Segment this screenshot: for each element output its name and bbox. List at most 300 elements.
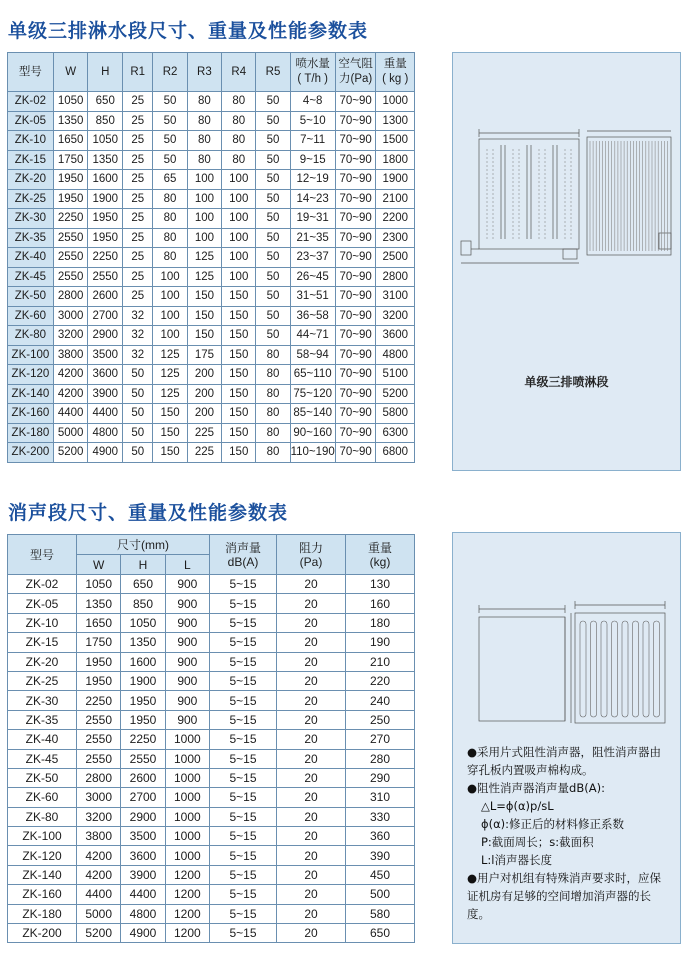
- value-cell: 1900: [121, 671, 165, 690]
- value-cell: 125: [187, 248, 221, 268]
- value-cell: 5200: [77, 924, 121, 943]
- value-cell: 150: [187, 326, 221, 346]
- model-cell: ZK-100: [8, 345, 54, 365]
- value-cell: 50: [123, 384, 153, 404]
- value-cell: 5~15: [210, 807, 277, 826]
- model-cell: ZK-35: [8, 228, 54, 248]
- value-cell: 280: [346, 749, 415, 768]
- model-cell: ZK-140: [8, 865, 77, 884]
- value-cell: 20: [277, 652, 346, 671]
- value-cell: 4900: [88, 443, 123, 463]
- value-cell: 65~110: [290, 365, 335, 385]
- value-cell: 1200: [165, 885, 209, 904]
- value-cell: 5~15: [210, 730, 277, 749]
- table-row: [8, 131, 415, 151]
- header-cell: 重量 ( kg ): [376, 53, 415, 92]
- value-cell: 2550: [77, 710, 121, 729]
- value-cell: 150: [222, 287, 256, 307]
- value-cell: 1000: [376, 92, 415, 112]
- value-cell: 1000: [165, 749, 209, 768]
- value-cell: 44~71: [290, 326, 335, 346]
- note-formula: △L=ϕ(α)p/sL: [481, 799, 554, 813]
- value-cell: 2500: [376, 248, 415, 268]
- model-cell: ZK-10: [8, 131, 54, 151]
- table-row: [8, 404, 415, 424]
- model-cell: ZK-160: [8, 404, 54, 424]
- value-cell: 5~15: [210, 575, 277, 594]
- table-row: [8, 749, 415, 768]
- value-cell: 25: [123, 189, 153, 209]
- value-cell: 80: [222, 131, 256, 151]
- value-cell: 20: [277, 710, 346, 729]
- value-cell: 4200: [53, 384, 88, 404]
- value-cell: 70~90: [335, 306, 376, 326]
- value-cell: 1950: [53, 170, 88, 190]
- table-row: [8, 92, 415, 112]
- value-cell: 50: [256, 189, 290, 209]
- table-row: [8, 613, 415, 632]
- silencer-section-title: 消声段尺寸、重量及性能参数表: [8, 502, 289, 524]
- value-cell: 1950: [121, 691, 165, 710]
- value-cell: 1950: [121, 710, 165, 729]
- table-row: [8, 423, 415, 443]
- value-cell: 3500: [88, 345, 123, 365]
- value-cell: 25: [123, 209, 153, 229]
- value-cell: 900: [165, 691, 209, 710]
- value-cell: 4200: [53, 365, 88, 385]
- header-model: 型号: [8, 535, 77, 575]
- value-cell: 3800: [77, 827, 121, 846]
- value-cell: 850: [121, 594, 165, 613]
- value-cell: 65: [153, 170, 187, 190]
- silencer-baffle: [633, 621, 639, 717]
- value-cell: 70~90: [335, 326, 376, 346]
- value-cell: 5200: [53, 443, 88, 463]
- value-cell: 20: [277, 768, 346, 787]
- value-cell: 4400: [53, 404, 88, 424]
- value-cell: 50: [256, 131, 290, 151]
- table-row: [8, 326, 415, 346]
- value-cell: 4900: [121, 924, 165, 943]
- model-cell: ZK-120: [8, 846, 77, 865]
- value-cell: 85~140: [290, 404, 335, 424]
- value-cell: 1350: [77, 594, 121, 613]
- value-cell: 3200: [53, 326, 88, 346]
- silencer-baffle: [643, 621, 649, 717]
- value-cell: 80: [153, 248, 187, 268]
- header-cell: H: [88, 53, 123, 92]
- model-cell: ZK-180: [8, 904, 77, 923]
- value-cell: 70~90: [335, 287, 376, 307]
- value-cell: 1200: [165, 865, 209, 884]
- value-cell: 1050: [88, 131, 123, 151]
- table-row: [8, 365, 415, 385]
- note-item: ϕ(α):修正后的材料修正系数: [481, 817, 625, 831]
- model-cell: ZK-35: [8, 710, 77, 729]
- model-cell: ZK-20: [8, 170, 54, 190]
- model-cell: ZK-200: [8, 443, 54, 463]
- silencer-baffle: [591, 621, 597, 717]
- header-cell: W: [77, 555, 121, 575]
- value-cell: 25: [123, 228, 153, 248]
- table-row: [8, 209, 415, 229]
- value-cell: 1950: [77, 652, 121, 671]
- value-cell: 100: [153, 267, 187, 287]
- table-row: [8, 924, 415, 943]
- value-cell: 1600: [121, 652, 165, 671]
- value-cell: 2550: [53, 267, 88, 287]
- value-cell: 4200: [77, 846, 121, 865]
- model-cell: ZK-15: [8, 633, 77, 652]
- value-cell: 150: [222, 384, 256, 404]
- value-cell: 100: [222, 209, 256, 229]
- table-row: [8, 189, 415, 209]
- value-cell: 3600: [121, 846, 165, 865]
- value-cell: 70~90: [335, 365, 376, 385]
- table-row: [8, 904, 415, 923]
- value-cell: 150: [153, 423, 187, 443]
- model-cell: ZK-30: [8, 209, 54, 229]
- table-row: [8, 150, 415, 170]
- value-cell: 150: [187, 287, 221, 307]
- value-cell: 80: [187, 111, 221, 131]
- silencer-notes: [467, 743, 672, 923]
- value-cell: 2250: [121, 730, 165, 749]
- header-cell: R1: [123, 53, 153, 92]
- value-cell: 2800: [53, 287, 88, 307]
- value-cell: 3900: [88, 384, 123, 404]
- table-row: [8, 228, 415, 248]
- spray-section-figure-caption: 单级三排喷淋段: [524, 375, 609, 389]
- value-cell: 1950: [88, 228, 123, 248]
- value-cell: 50: [153, 150, 187, 170]
- value-cell: 32: [123, 345, 153, 365]
- value-cell: 32: [123, 326, 153, 346]
- value-cell: 100: [222, 267, 256, 287]
- value-cell: 70~90: [335, 209, 376, 229]
- model-cell: ZK-05: [8, 594, 77, 613]
- spray-section-figure-panel: [452, 52, 681, 471]
- value-cell: 50: [256, 209, 290, 229]
- model-cell: ZK-60: [8, 788, 77, 807]
- value-cell: 150: [187, 306, 221, 326]
- value-cell: 20: [277, 730, 346, 749]
- value-cell: 650: [88, 92, 123, 112]
- model-cell: ZK-05: [8, 111, 54, 131]
- value-cell: 5~15: [210, 633, 277, 652]
- value-cell: 2100: [376, 189, 415, 209]
- value-cell: 175: [187, 345, 221, 365]
- value-cell: 12~19: [290, 170, 335, 190]
- value-cell: 1000: [165, 807, 209, 826]
- model-cell: ZK-50: [8, 287, 54, 307]
- value-cell: 2800: [77, 768, 121, 787]
- value-cell: 1950: [88, 209, 123, 229]
- value-cell: 5~10: [290, 111, 335, 131]
- value-cell: 80: [153, 209, 187, 229]
- value-cell: 80: [256, 423, 290, 443]
- header-size: 尺寸(mm): [77, 535, 210, 555]
- value-cell: 4~8: [290, 92, 335, 112]
- value-cell: 1750: [53, 150, 88, 170]
- value-cell: 4800: [121, 904, 165, 923]
- table-row: [8, 807, 415, 826]
- value-cell: 1900: [88, 189, 123, 209]
- value-cell: 70~90: [335, 131, 376, 151]
- value-cell: 100: [153, 287, 187, 307]
- value-cell: 3800: [53, 345, 88, 365]
- value-cell: 80: [256, 443, 290, 463]
- table-row: [8, 671, 415, 690]
- value-cell: 50: [153, 92, 187, 112]
- value-cell: 100: [187, 189, 221, 209]
- value-cell: 125: [187, 267, 221, 287]
- header-cell: R2: [153, 53, 187, 92]
- value-cell: 5~15: [210, 904, 277, 923]
- silencer-section-drawing: [453, 533, 680, 733]
- value-cell: 4400: [88, 404, 123, 424]
- value-cell: 80: [256, 365, 290, 385]
- value-cell: 4800: [88, 423, 123, 443]
- value-cell: 70~90: [335, 248, 376, 268]
- value-cell: 150: [153, 404, 187, 424]
- value-cell: 5~15: [210, 924, 277, 943]
- table-row: [8, 287, 415, 307]
- value-cell: 1050: [53, 92, 88, 112]
- value-cell: 70~90: [335, 423, 376, 443]
- model-cell: ZK-20: [8, 652, 77, 671]
- header-cell: W: [53, 53, 88, 92]
- silencer-section-table: [7, 534, 415, 943]
- value-cell: 100: [153, 326, 187, 346]
- value-cell: 1950: [53, 189, 88, 209]
- table-row: [8, 768, 415, 787]
- value-cell: 5~15: [210, 865, 277, 884]
- value-cell: 900: [165, 613, 209, 632]
- value-cell: 70~90: [335, 404, 376, 424]
- value-cell: 1350: [88, 150, 123, 170]
- value-cell: 50: [153, 131, 187, 151]
- value-cell: 125: [153, 384, 187, 404]
- value-cell: 5~15: [210, 652, 277, 671]
- value-cell: 3100: [376, 287, 415, 307]
- value-cell: 1650: [77, 613, 121, 632]
- value-cell: 900: [165, 710, 209, 729]
- value-cell: 70~90: [335, 443, 376, 463]
- value-cell: 3500: [121, 827, 165, 846]
- model-cell: ZK-10: [8, 613, 77, 632]
- table-row: [8, 827, 415, 846]
- value-cell: 50: [256, 306, 290, 326]
- value-cell: 650: [121, 575, 165, 594]
- value-cell: 2900: [121, 807, 165, 826]
- value-cell: 150: [222, 443, 256, 463]
- table-row: [8, 846, 415, 865]
- value-cell: 50: [153, 111, 187, 131]
- model-cell: ZK-02: [8, 575, 77, 594]
- value-cell: 5200: [376, 384, 415, 404]
- value-cell: 2250: [53, 209, 88, 229]
- value-cell: 20: [277, 671, 346, 690]
- value-cell: 250: [346, 710, 415, 729]
- value-cell: 2250: [77, 691, 121, 710]
- value-cell: 20: [277, 865, 346, 884]
- value-cell: 50: [256, 92, 290, 112]
- value-cell: 50: [123, 404, 153, 424]
- value-cell: 150: [222, 326, 256, 346]
- value-cell: 70~90: [335, 384, 376, 404]
- value-cell: 200: [187, 404, 221, 424]
- value-cell: 2600: [121, 768, 165, 787]
- value-cell: 20: [277, 594, 346, 613]
- value-cell: 5~15: [210, 710, 277, 729]
- value-cell: 150: [222, 345, 256, 365]
- value-cell: 20: [277, 691, 346, 710]
- value-cell: 50: [256, 287, 290, 307]
- value-cell: 2250: [88, 248, 123, 268]
- value-cell: 580: [346, 904, 415, 923]
- value-cell: 1950: [77, 671, 121, 690]
- value-cell: 50: [256, 228, 290, 248]
- value-cell: 50: [256, 150, 290, 170]
- model-cell: ZK-15: [8, 150, 54, 170]
- value-cell: 25: [123, 267, 153, 287]
- value-cell: 80: [256, 404, 290, 424]
- model-cell: ZK-80: [8, 326, 54, 346]
- value-cell: 150: [222, 306, 256, 326]
- value-cell: 25: [123, 92, 153, 112]
- model-cell: ZK-180: [8, 423, 54, 443]
- note-item: ●阻性消声器消声量dB(A):: [467, 781, 605, 795]
- value-cell: 5000: [77, 904, 121, 923]
- model-cell: ZK-25: [8, 671, 77, 690]
- value-cell: 25: [123, 248, 153, 268]
- value-cell: 1200: [165, 904, 209, 923]
- value-cell: 5~15: [210, 885, 277, 904]
- value-cell: 5~15: [210, 788, 277, 807]
- note-item: ●采用片式阻性消声器，阻性消声器由穿孔板内置吸声棉构成。: [467, 745, 662, 777]
- value-cell: 21~35: [290, 228, 335, 248]
- header-cell: R5: [256, 53, 290, 92]
- value-cell: 50: [123, 423, 153, 443]
- value-cell: 5~15: [210, 827, 277, 846]
- silencer-baffle: [612, 621, 618, 717]
- value-cell: 75~120: [290, 384, 335, 404]
- value-cell: 70~90: [335, 345, 376, 365]
- value-cell: 23~37: [290, 248, 335, 268]
- value-cell: 90~160: [290, 423, 335, 443]
- value-cell: 50: [256, 170, 290, 190]
- value-cell: 25: [123, 287, 153, 307]
- value-cell: 70~90: [335, 92, 376, 112]
- value-cell: 58~94: [290, 345, 335, 365]
- value-cell: 5~15: [210, 594, 277, 613]
- value-cell: 25: [123, 170, 153, 190]
- value-cell: 80: [153, 189, 187, 209]
- value-cell: 31~51: [290, 287, 335, 307]
- value-cell: 5~15: [210, 691, 277, 710]
- value-cell: 100: [222, 228, 256, 248]
- value-cell: 4400: [77, 885, 121, 904]
- table-row: [8, 885, 415, 904]
- table-row: [8, 170, 415, 190]
- value-cell: 20: [277, 904, 346, 923]
- value-cell: 50: [123, 443, 153, 463]
- model-cell: ZK-45: [8, 267, 54, 287]
- value-cell: 150: [153, 443, 187, 463]
- value-cell: 5100: [376, 365, 415, 385]
- value-cell: 4800: [376, 345, 415, 365]
- value-cell: 390: [346, 846, 415, 865]
- value-cell: 50: [256, 326, 290, 346]
- header-cell: 空气阻 力(Pa): [335, 53, 376, 92]
- value-cell: 200: [187, 384, 221, 404]
- value-cell: 290: [346, 768, 415, 787]
- spray-section-title: 单级三排淋水段尺寸、重量及性能参数表: [8, 20, 369, 42]
- value-cell: 100: [187, 209, 221, 229]
- model-cell: ZK-100: [8, 827, 77, 846]
- value-cell: 32: [123, 306, 153, 326]
- value-cell: 80: [187, 150, 221, 170]
- value-cell: 5~15: [210, 749, 277, 768]
- value-cell: 1800: [376, 150, 415, 170]
- model-cell: ZK-40: [8, 248, 54, 268]
- model-cell: ZK-45: [8, 749, 77, 768]
- header-cell: 型号: [8, 53, 54, 92]
- value-cell: 3200: [376, 306, 415, 326]
- value-cell: 225: [187, 443, 221, 463]
- value-cell: 1050: [77, 575, 121, 594]
- value-cell: 125: [153, 365, 187, 385]
- table-row: [8, 691, 415, 710]
- model-cell: ZK-160: [8, 885, 77, 904]
- value-cell: 2300: [376, 228, 415, 248]
- value-cell: 100: [153, 306, 187, 326]
- header-cell: L: [165, 555, 209, 575]
- value-cell: 80: [187, 131, 221, 151]
- silencer-section-figure-panel: [452, 532, 681, 944]
- value-cell: 2800: [376, 267, 415, 287]
- table-row: [8, 345, 415, 365]
- value-cell: 100: [222, 170, 256, 190]
- value-cell: 210: [346, 652, 415, 671]
- table-row: [8, 267, 415, 287]
- value-cell: 270: [346, 730, 415, 749]
- value-cell: 36~58: [290, 306, 335, 326]
- value-cell: 20: [277, 846, 346, 865]
- table-row: [8, 443, 415, 463]
- value-cell: 2700: [121, 788, 165, 807]
- value-cell: 2600: [88, 287, 123, 307]
- value-cell: 1600: [88, 170, 123, 190]
- value-cell: 2550: [77, 749, 121, 768]
- value-cell: 26~45: [290, 267, 335, 287]
- value-cell: 900: [165, 633, 209, 652]
- silencer-baffle: [601, 621, 607, 717]
- value-cell: 80: [222, 92, 256, 112]
- value-cell: 850: [88, 111, 123, 131]
- value-cell: 2550: [77, 730, 121, 749]
- value-cell: 1900: [376, 170, 415, 190]
- value-cell: 70~90: [335, 267, 376, 287]
- value-cell: 180: [346, 613, 415, 632]
- header-noise: 消声量 dB(A): [210, 535, 277, 575]
- model-cell: ZK-02: [8, 92, 54, 112]
- value-cell: 200: [187, 365, 221, 385]
- value-cell: 150: [222, 423, 256, 443]
- value-cell: 150: [222, 365, 256, 385]
- value-cell: 70~90: [335, 111, 376, 131]
